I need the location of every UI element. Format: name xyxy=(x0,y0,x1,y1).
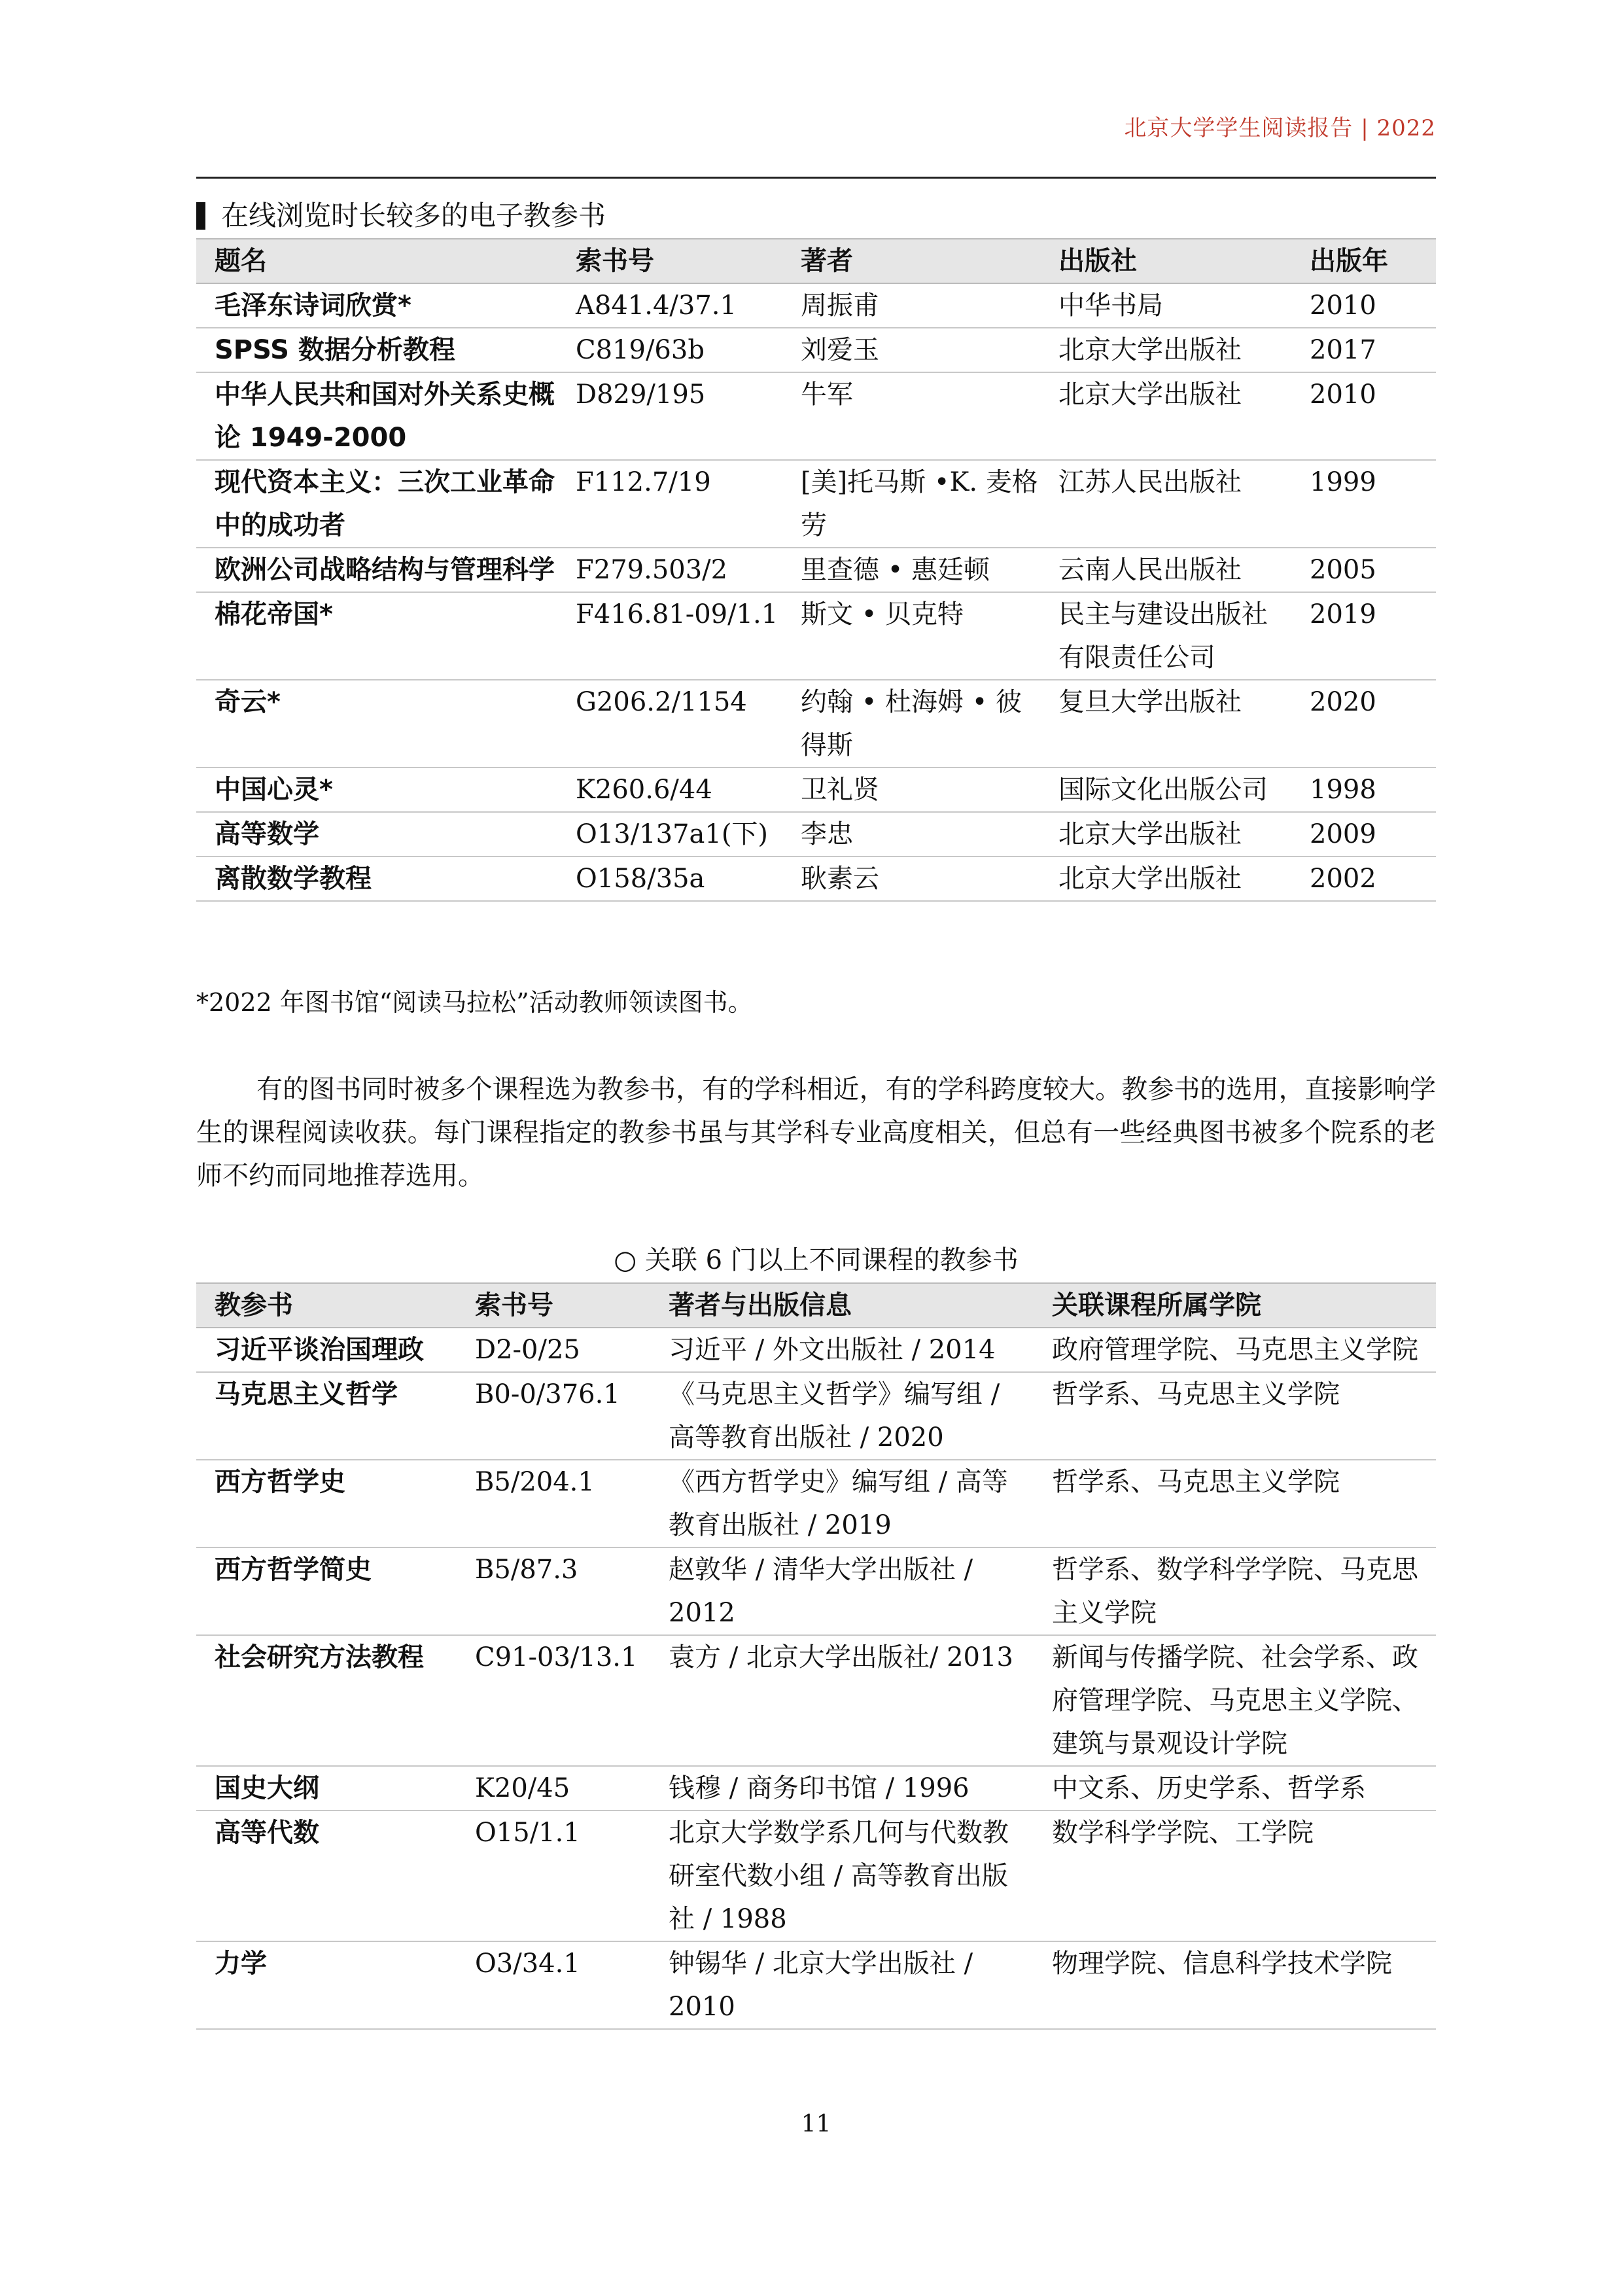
cell-call-number: B5/204.1 xyxy=(457,1460,650,1547)
cell-title: 现代资本主义：三次工业革命中的成功者 xyxy=(196,460,557,548)
cell-call-number: D2-0/25 xyxy=(457,1328,650,1372)
cell-author: [美]托马斯 •K. 麦格劳 xyxy=(782,460,1040,548)
cell-call-number: F112.7/19 xyxy=(557,460,782,548)
cell-publisher: 北京大学出版社 xyxy=(1040,857,1291,901)
footnote: *2022 年图书馆“阅读马拉松”活动教师领读图书。 xyxy=(196,988,753,1017)
cell-schools: 物理学院、信息科学技术学院 xyxy=(1034,1941,1436,2029)
table-row xyxy=(196,328,1436,372)
table-row xyxy=(196,768,1436,812)
cell-book: 国史大纲 xyxy=(196,1766,457,1810)
cell-call-number: C91-03/13.1 xyxy=(457,1635,650,1766)
cell-year: 2009 xyxy=(1291,812,1436,857)
cell-title: 毛泽东诗词欣赏* xyxy=(196,283,557,328)
cell-title: 奇云* xyxy=(196,680,557,768)
cell-year: 2005 xyxy=(1291,548,1436,592)
table-header-row xyxy=(196,1283,1436,1328)
table-row xyxy=(196,1372,1436,1460)
cell-publisher: 北京大学出版社 xyxy=(1040,372,1291,460)
cell-year: 2010 xyxy=(1291,283,1436,328)
cell-author-publication: 习近平 / 外文出版社 / 2014 xyxy=(650,1328,1034,1372)
column-header-schools: 关联课程所属学院 xyxy=(1034,1283,1436,1328)
cell-title: 离散数学教程 xyxy=(196,857,557,901)
table-row xyxy=(196,372,1436,460)
cell-author: 约翰 • 杜海姆 • 彼得斯 xyxy=(782,680,1040,768)
body-paragraph: 有的图书同时被多个课程选为教参书，有的学科相近，有的学科跨度较大。教参书的选用，直接影响学生的课程阅读收获。每门课程指定的教参书虽与其学科专业高度相关，但总有一些经典图书被多个院系的老师不约而同地推荐选用。 xyxy=(196,1074,1436,1191)
cell-year: 2010 xyxy=(1291,372,1436,460)
multi-course-table xyxy=(196,1282,1436,2030)
section-title: 在线浏览时长较多的电子教参书 xyxy=(221,200,606,232)
table-row xyxy=(196,592,1436,680)
cell-publisher: 民主与建设出版社有限责任公司 xyxy=(1040,592,1291,680)
cell-schools: 数学科学学院、工学院 xyxy=(1034,1810,1436,1941)
cell-author-publication: 袁方 / 北京大学出版社/ 2013 xyxy=(650,1635,1034,1766)
column-header-author-publication: 著者与出版信息 xyxy=(650,1283,1034,1328)
table-row xyxy=(196,548,1436,592)
cell-book: 社会研究方法教程 xyxy=(196,1635,457,1766)
cell-author-publication: 赵敦华 / 清华大学出版社 / 2012 xyxy=(650,1547,1034,1635)
header-divider xyxy=(196,177,1436,179)
column-header-author: 著者 xyxy=(782,239,1040,283)
table-row xyxy=(196,1547,1436,1635)
cell-author: 里查德 • 惠廷顿 xyxy=(782,548,1040,592)
cell-publisher: 中华书局 xyxy=(1040,283,1291,328)
page-number: 11 xyxy=(801,2111,831,2138)
table-caption: ○ 关联 6 门以上不同课程的教参书 xyxy=(614,1245,1019,1275)
table-header-row xyxy=(196,239,1436,283)
cell-title: SPSS 数据分析教程 xyxy=(196,328,557,372)
table-row xyxy=(196,1810,1436,1941)
cell-book: 西方哲学简史 xyxy=(196,1547,457,1635)
table-row xyxy=(196,1328,1436,1372)
cell-publisher: 复旦大学出版社 xyxy=(1040,680,1291,768)
table-row xyxy=(196,680,1436,768)
column-header-call-number: 索书号 xyxy=(557,239,782,283)
table-row xyxy=(196,1766,1436,1810)
cell-book: 高等代数 xyxy=(196,1810,457,1941)
cell-schools: 政府管理学院、马克思主义学院 xyxy=(1034,1328,1436,1372)
column-header-call-number: 索书号 xyxy=(457,1283,650,1328)
cell-author: 牛军 xyxy=(782,372,1040,460)
cell-call-number: B0-0/376.1 xyxy=(457,1372,650,1460)
table-row xyxy=(196,857,1436,901)
cell-call-number: B5/87.3 xyxy=(457,1547,650,1635)
cell-call-number: A841.4/37.1 xyxy=(557,283,782,328)
cell-year: 2002 xyxy=(1291,857,1436,901)
table-row xyxy=(196,1460,1436,1547)
cell-call-number: D829/195 xyxy=(557,372,782,460)
cell-author: 周振甫 xyxy=(782,283,1040,328)
cell-schools: 新闻与传播学院、社会学系、政府管理学院、马克思主义学院、建筑与景观设计学院 xyxy=(1034,1635,1436,1766)
column-header-title: 题名 xyxy=(196,239,557,283)
cell-book: 马克思主义哲学 xyxy=(196,1372,457,1460)
cell-call-number: K260.6/44 xyxy=(557,768,782,812)
cell-publisher: 北京大学出版社 xyxy=(1040,328,1291,372)
section-marker-icon xyxy=(196,202,205,230)
cell-call-number: O3/34.1 xyxy=(457,1941,650,2029)
cell-author-publication: 《西方哲学史》编写组 / 高等教育出版社 / 2019 xyxy=(650,1460,1034,1547)
cell-call-number: O15/1.1 xyxy=(457,1810,650,1941)
column-header-book: 教参书 xyxy=(196,1283,457,1328)
column-header-publisher: 出版社 xyxy=(1040,239,1291,283)
cell-book: 力学 xyxy=(196,1941,457,2029)
table-row xyxy=(196,812,1436,857)
cell-call-number: O158/35a xyxy=(557,857,782,901)
cell-call-number: C819/63b xyxy=(557,328,782,372)
cell-year: 2019 xyxy=(1291,592,1436,680)
cell-year: 1999 xyxy=(1291,460,1436,548)
cell-year: 1998 xyxy=(1291,768,1436,812)
cell-author: 刘爱玉 xyxy=(782,328,1040,372)
cell-author: 斯文 • 贝克特 xyxy=(782,592,1040,680)
report-header: 北京大学学生阅读报告 | 2022 xyxy=(1124,115,1436,141)
column-header-year: 出版年 xyxy=(1291,239,1436,283)
cell-year: 2020 xyxy=(1291,680,1436,768)
ebook-table xyxy=(196,238,1436,902)
cell-author-publication: 北京大学数学系几何与代数教研室代数小组 / 高等教育出版社 / 1988 xyxy=(650,1810,1034,1941)
cell-title: 中国心灵* xyxy=(196,768,557,812)
cell-publisher: 云南人民出版社 xyxy=(1040,548,1291,592)
cell-author: 卫礼贤 xyxy=(782,768,1040,812)
cell-author: 李忠 xyxy=(782,812,1040,857)
cell-title: 中华人民共和国对外关系史概论 1949-2000 xyxy=(196,372,557,460)
cell-call-number: F416.81-09/1.1 xyxy=(557,592,782,680)
cell-schools: 哲学系、马克思主义学院 xyxy=(1034,1372,1436,1460)
cell-author: 耿素云 xyxy=(782,857,1040,901)
cell-schools: 哲学系、马克思主义学院 xyxy=(1034,1460,1436,1547)
table-row xyxy=(196,283,1436,328)
cell-schools: 中文系、历史学系、哲学系 xyxy=(1034,1766,1436,1810)
cell-call-number: G206.2/1154 xyxy=(557,680,782,768)
cell-schools: 哲学系、数学科学学院、马克思主义学院 xyxy=(1034,1547,1436,1635)
cell-year: 2017 xyxy=(1291,328,1436,372)
cell-title: 欧洲公司战略结构与管理科学 xyxy=(196,548,557,592)
table-row xyxy=(196,1941,1436,2029)
cell-book: 习近平谈治国理政 xyxy=(196,1328,457,1372)
cell-call-number: O13/137a1(下) xyxy=(557,812,782,857)
cell-author-publication: 《马克思主义哲学》编写组 / 高等教育出版社 / 2020 xyxy=(650,1372,1034,1460)
cell-book: 西方哲学史 xyxy=(196,1460,457,1547)
cell-title: 高等数学 xyxy=(196,812,557,857)
cell-call-number: F279.503/2 xyxy=(557,548,782,592)
cell-call-number: K20/45 xyxy=(457,1766,650,1810)
cell-title: 棉花帝国* xyxy=(196,592,557,680)
table-row xyxy=(196,1635,1436,1766)
cell-author-publication: 钱穆 / 商务印书馆 / 1996 xyxy=(650,1766,1034,1810)
section-heading xyxy=(196,196,606,236)
cell-publisher: 北京大学出版社 xyxy=(1040,812,1291,857)
table-row xyxy=(196,460,1436,548)
cell-publisher: 国际文化出版公司 xyxy=(1040,768,1291,812)
cell-publisher: 江苏人民出版社 xyxy=(1040,460,1291,548)
cell-author-publication: 钟锡华 / 北京大学出版社 / 2010 xyxy=(650,1941,1034,2029)
